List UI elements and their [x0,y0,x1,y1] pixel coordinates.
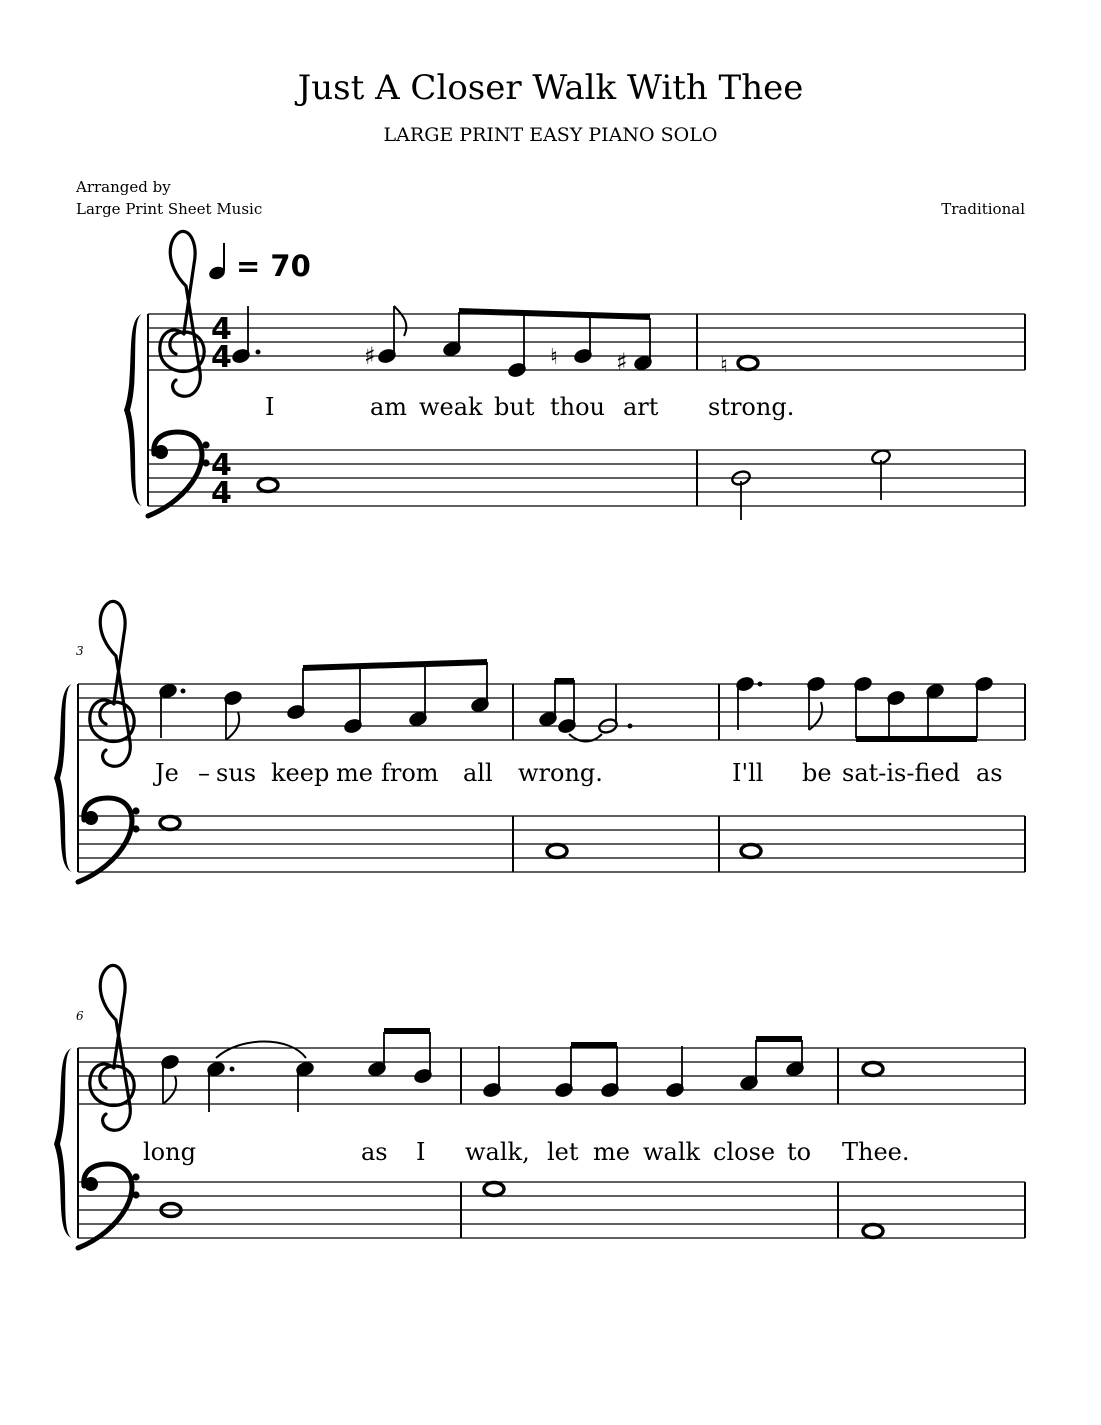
lyric-syllable: am [370,393,408,421]
lyric-syllable: walk [643,1138,701,1166]
time-signature-denominator: 4 [211,476,232,511]
lyric-syllable: wrong. [518,759,603,787]
bass-staff [148,450,1025,506]
system-3 [54,965,1025,1248]
lyric-syllable: keep [271,759,330,787]
bass-clef-icon [78,798,140,882]
lyric-syllable: I'll [732,759,764,787]
treble-notes-m8 [863,1063,883,1076]
treble-staff [78,684,1025,740]
time-signature-numerator: 4 [211,312,232,347]
bass-notes-s2 [160,817,761,858]
treble-staff [78,1048,1025,1104]
sharp-icon: ♯ [364,342,376,370]
lyric-syllable: me [336,759,373,787]
sharp-icon: ♯ [616,348,628,376]
song-title: Just A Closer Walk With Thee [297,68,804,108]
grand-staff-brace-icon [54,684,72,872]
tempo-bpm: = 70 [236,249,311,283]
lyric-hyphen: – [198,759,210,787]
system-2 [54,601,1025,882]
treble-notes-m4 [538,678,633,742]
treble-staff [148,314,1025,370]
lyric-syllable: be [802,759,832,787]
lyric-syllable: sat-is-fied [842,759,961,787]
lyric-syllable: me [593,1138,630,1166]
treble-notes-m7 [482,1036,805,1099]
lyric-syllable: as [976,759,1003,787]
lyric-syllable: sus [216,759,257,787]
lyric-syllable: as [361,1138,388,1166]
lyric-syllable: I [265,393,275,421]
lyric-syllable: I [416,1138,426,1166]
treble-notes-m6 [160,1028,433,1112]
time-signature-denominator: 4 [211,340,232,375]
grand-staff-brace-icon [124,314,142,506]
treble-notes-m5 [735,675,994,742]
song-subtitle: LARGE PRINT EASY PIANO SOLO [383,124,718,146]
lyric-syllable: close [713,1138,776,1166]
time-signature-numerator: 4 [211,448,232,483]
lyric-syllable: art [623,393,659,421]
lyric-syllable: thou [550,393,606,421]
lyric-syllable: long [143,1138,196,1166]
composer-credit: Traditional [941,200,1025,218]
system-1 [124,231,1025,520]
grand-staff-brace-icon [54,1048,72,1238]
bass-notes-s1 [258,448,892,520]
treble-notes-m2 [720,353,758,378]
bass-clef-icon [148,432,210,516]
lyric-syllable: to [787,1138,812,1166]
lyric-syllable: but [494,393,535,421]
lyric-syllable: walk, [465,1138,530,1166]
natural-icon: ♮ [720,353,728,378]
lyric-syllable: Thee. [842,1138,910,1166]
bass-clef-icon [78,1164,140,1248]
lyric-syllable: from [381,759,439,787]
measure-number: 6 [76,1009,84,1023]
lyrics-system-3 [143,1138,910,1166]
tempo-marking [207,243,310,283]
lyrics-system-2 [152,759,1003,787]
lyric-syllable: Je [155,759,179,787]
arranger-name: Large Print Sheet Music [76,200,263,218]
treble-notes-m3 [158,659,490,740]
lyric-syllable: strong. [708,393,795,421]
lyric-syllable: weak [419,393,483,421]
lyrics-system-1 [265,393,794,421]
measure-number: 3 [76,644,84,658]
lyric-syllable: let [547,1138,579,1166]
lyric-syllable: all [463,759,493,787]
arranger-label: Arranged by [76,178,171,196]
natural-icon: ♮ [550,345,558,370]
